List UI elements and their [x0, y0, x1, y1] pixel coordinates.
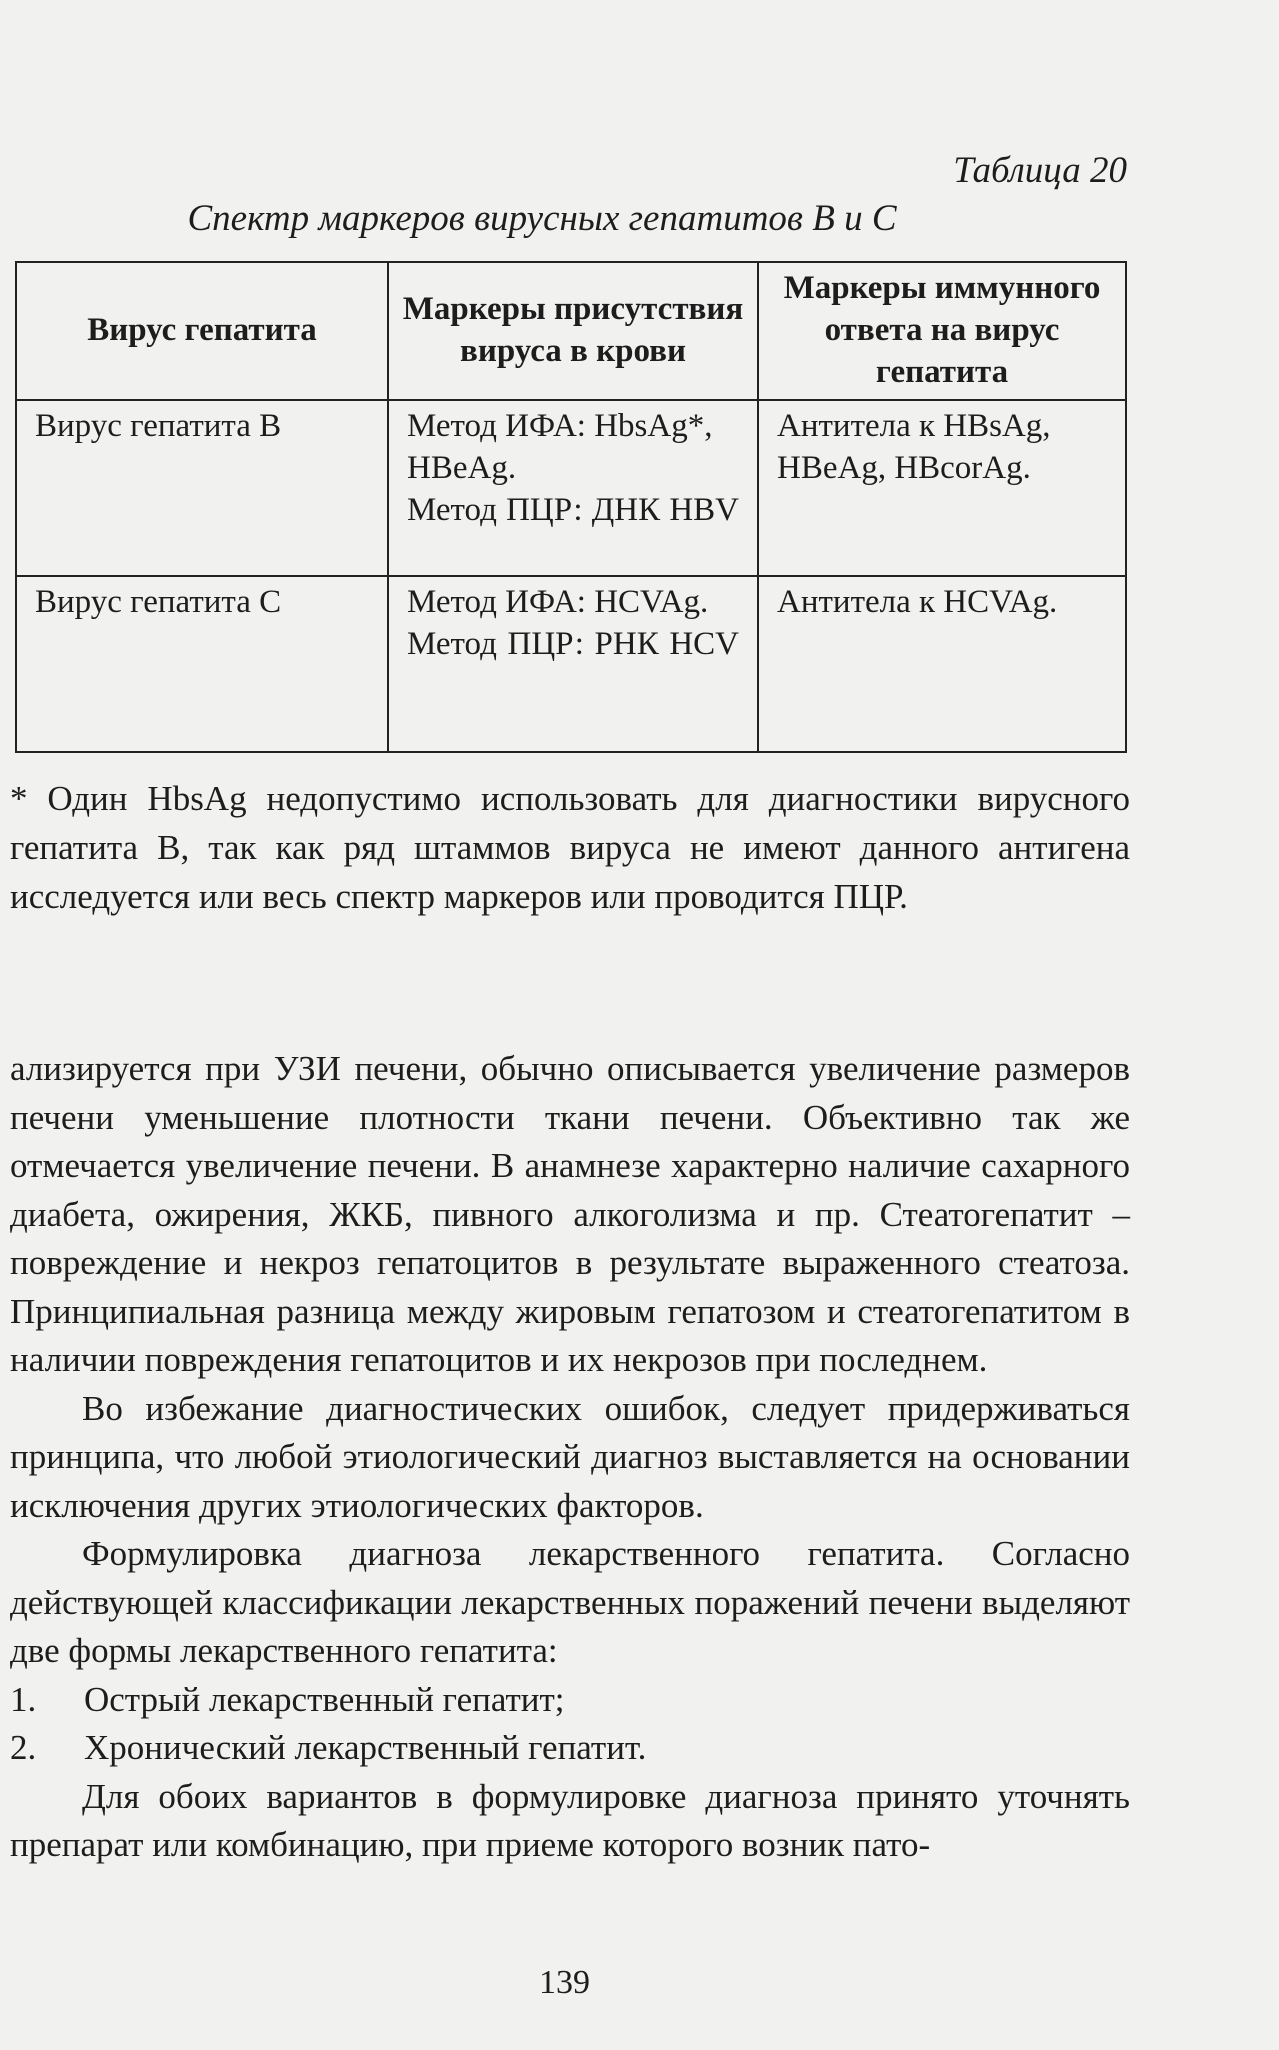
list-number: 2.	[10, 1728, 37, 1767]
list-number: 1.	[10, 1679, 37, 1719]
page-number: 139	[539, 1964, 590, 2001]
cell-presence	[388, 400, 758, 576]
body-text	[10, 1045, 1130, 1870]
paragraph: ализируется при УЗИ печени, обычно описывается увеличение размеров печени уменьшение плотности ткани печени. Объективно так же отмечается увеличение печени. В анамнезе характерно наличие сахарного диабета, ожирения, ЖКБ, пивного алкоголизма и пр. Стеатогепатит – повреждение и некроз гепатоцитов в результате выраженного стеатоза. Принципиальная разница между жировым гепатозом и стеатогепатитом в наличии повреждения гепатоцитов и их некрозов при последнем.	[10, 1049, 1130, 1379]
table-row	[16, 576, 1126, 752]
paragraph: Для обоих вариантов в формулировке диагноза принято уточнять препарат или комбинацию, при приеме которого возник пато-	[10, 1776, 1130, 1864]
paragraph: Формулировка диагноза лекарственного гепатита. Согласно действующей классификации лекарственных поражений печени выделяют две формы лекарственного гепатита:	[10, 1534, 1130, 1670]
paragraph: Во избежание диагностических ошибок, следует придерживаться принципа, что любой этиологический диагноз выставляется на основании исключения других этиологических факторов.	[10, 1388, 1130, 1525]
list-item	[10, 1676, 1130, 1725]
cell-immune: Антитела к HCVAg.	[758, 576, 1126, 752]
table-caption: Спектр маркеров вирусных гепатитов В и С	[187, 198, 897, 239]
header-presence-markers: Маркеры присутствия вируса в крови	[388, 262, 758, 400]
cell-immune: Антитела к HBsAg, HBeAg, HBcorAg.	[758, 400, 1126, 576]
header-immune-markers: Маркеры иммунного ответа на вирус гепатита	[758, 262, 1126, 400]
table-footnote: * Один HbsAg недопустимо использовать для диагностики вирусного гепатита В, так как ряд штаммов вируса не имеют данного антигена исследуется или весь спектр маркеров или проводится ПЦР.	[10, 779, 1130, 916]
list-item	[10, 1724, 1130, 1773]
table-label: Таблица 20	[953, 150, 1127, 191]
presence-ifa: Метод ИФА: HCVAg.	[407, 584, 709, 620]
cell-virus: Вирус гепатита С	[16, 576, 388, 752]
table-row	[16, 400, 1126, 576]
presence-pcr: Метод ПЦР: РНК HCV	[407, 626, 739, 662]
markers-table	[15, 261, 1127, 753]
cell-presence	[388, 576, 758, 752]
list-text: Хронический лекарственный гепатит.	[84, 1728, 647, 1767]
header-virus: Вирус гепатита	[16, 262, 388, 400]
presence-ifa: Метод ИФА: HbsAg*, HBeAg.	[407, 408, 713, 486]
table-header-row	[16, 262, 1126, 400]
presence-pcr: Метод ПЦР: ДНК HBV	[407, 492, 739, 528]
list-text: Острый лекарственный гепатит;	[84, 1679, 565, 1719]
cell-virus: Вирус гепатита В	[16, 400, 388, 576]
